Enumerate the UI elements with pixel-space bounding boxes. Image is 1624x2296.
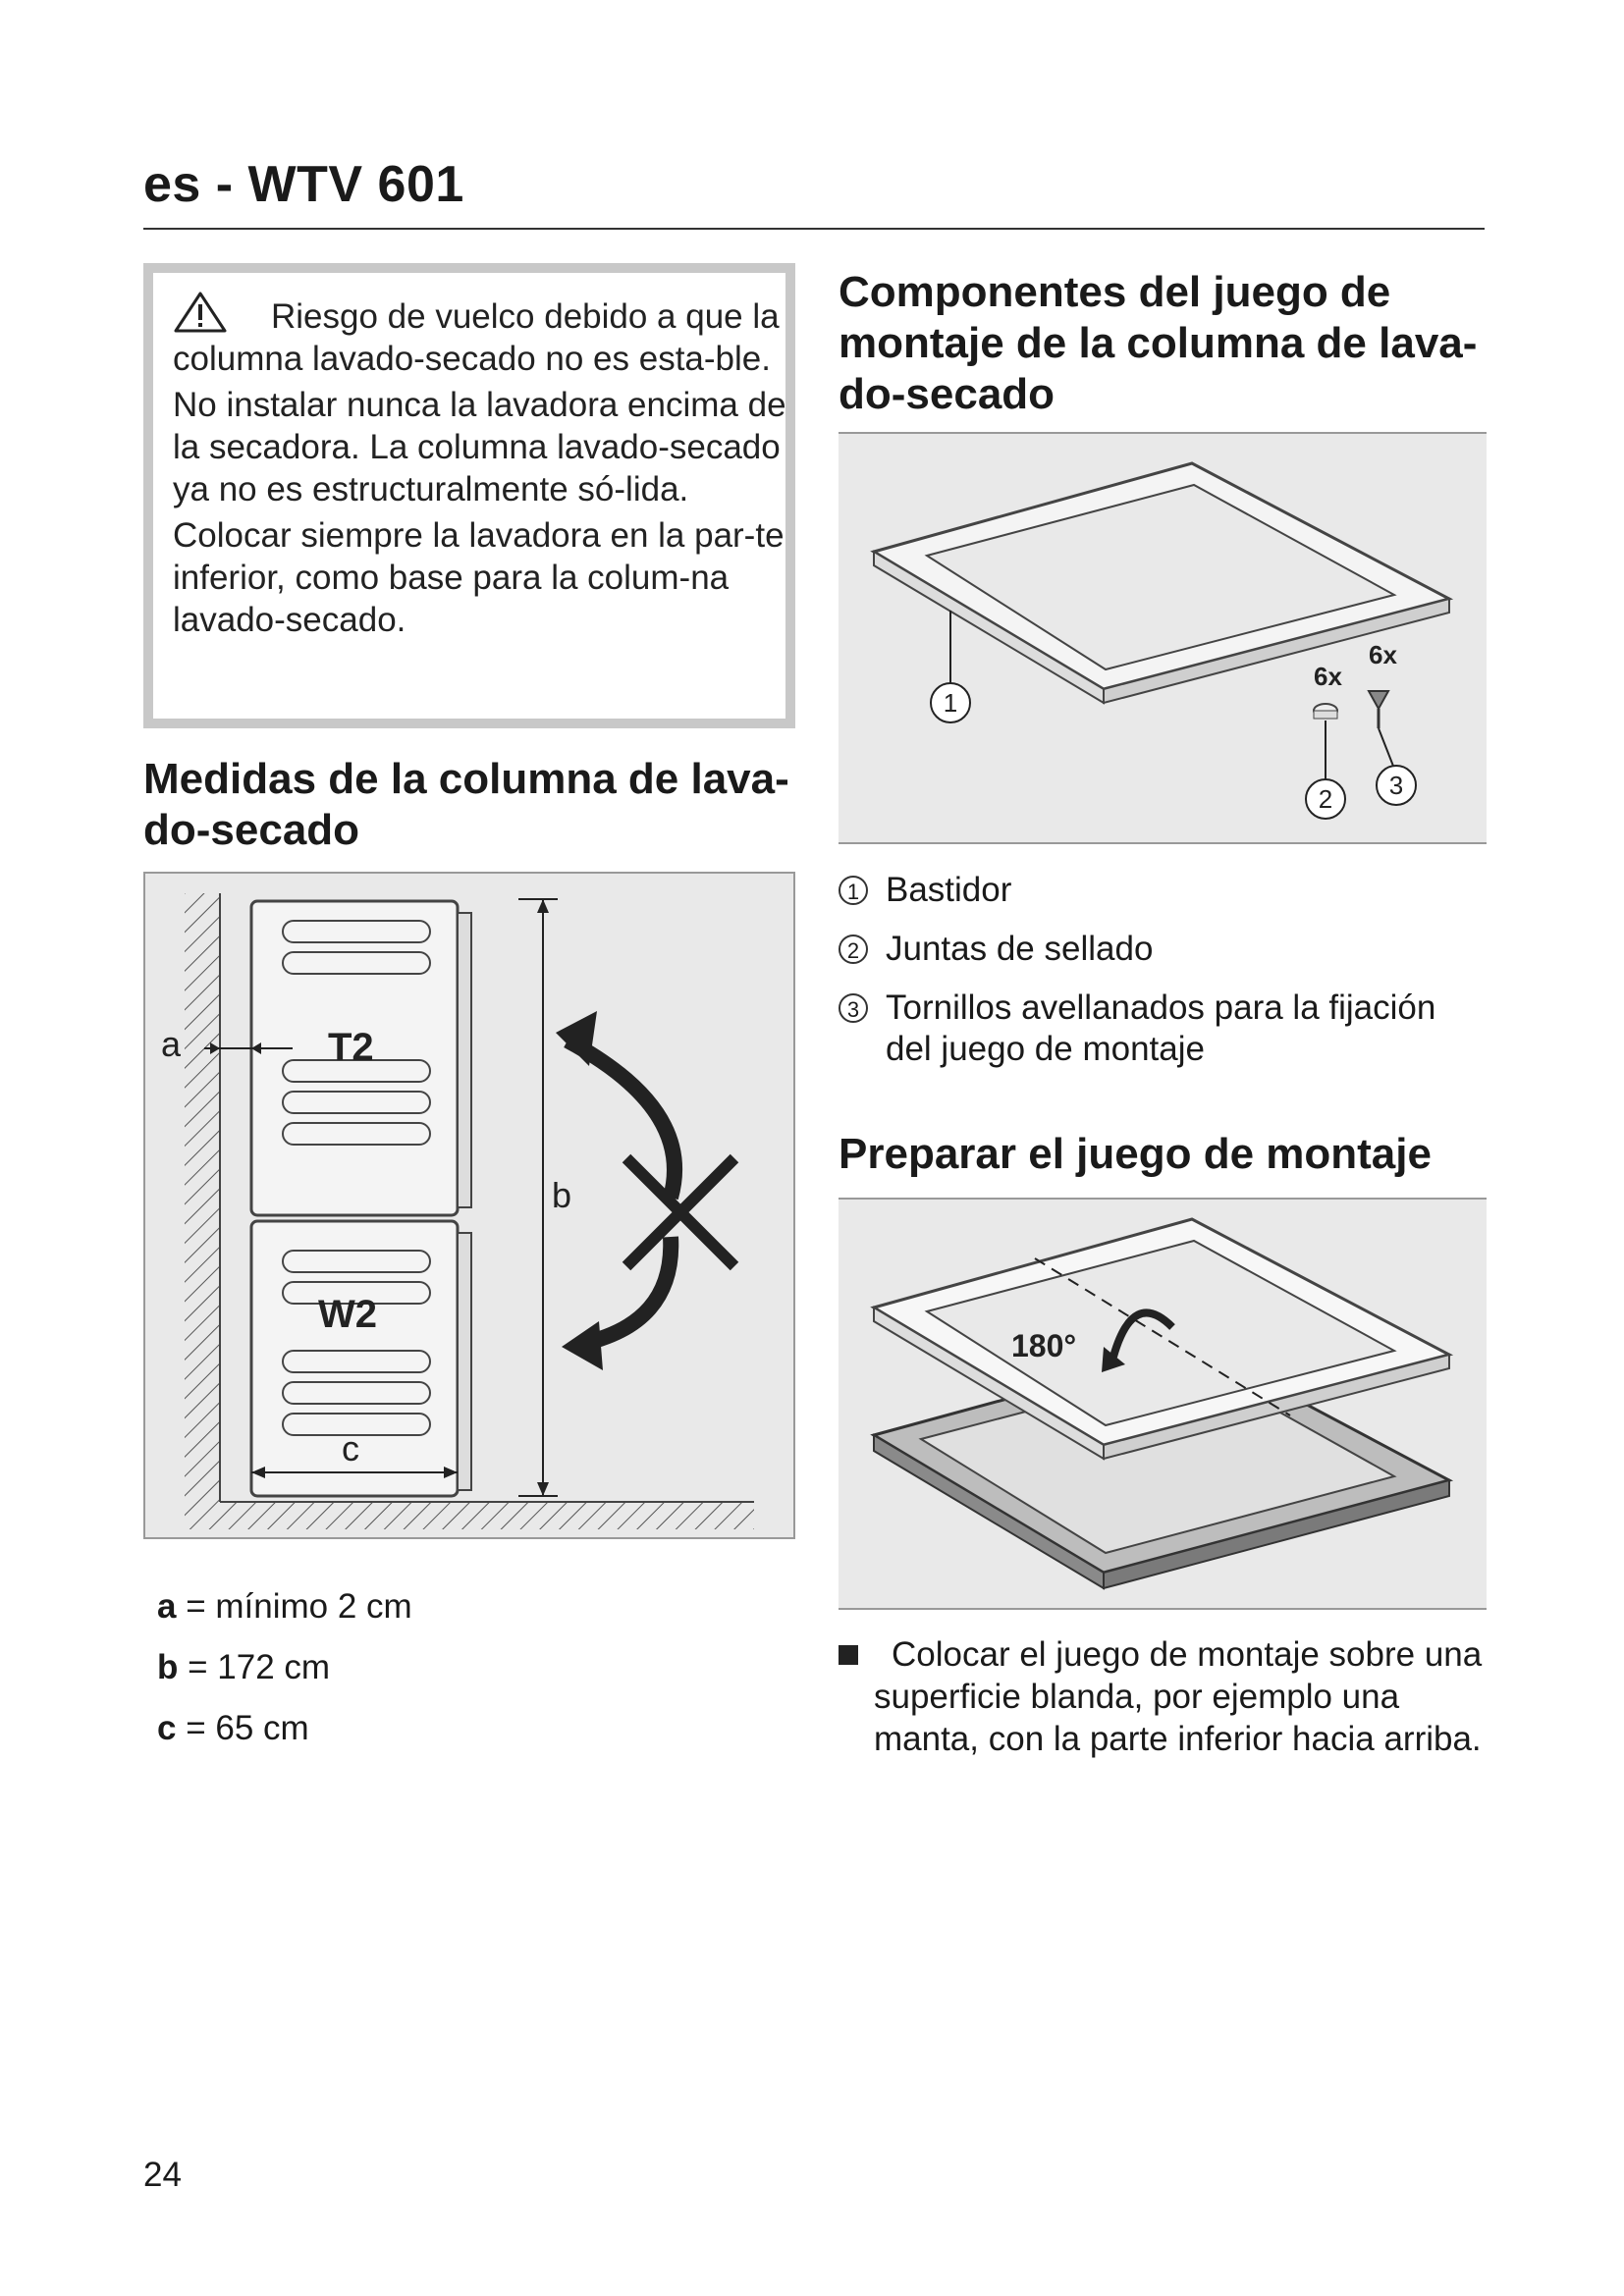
rotation-label: 180° xyxy=(1011,1328,1077,1363)
dimension-a-label: a xyxy=(161,1024,182,1064)
callout-2: 2 xyxy=(1318,784,1333,814)
dimension-c-label: c xyxy=(342,1428,359,1468)
stack-dimensions-illustration xyxy=(145,874,793,1537)
callout-3: 3 xyxy=(1388,771,1404,800)
legend-item-1: 1 Bastidor xyxy=(839,870,1487,911)
componentes-heading: Componentes del juego de montaje de la columna de lava-do-secado xyxy=(839,268,1478,418)
dryer-label: T2 xyxy=(328,1026,374,1069)
screw-qty-label: 6x xyxy=(1369,640,1397,669)
instruction-bullet xyxy=(839,1633,1487,1760)
kit-preparation-illustration xyxy=(839,1200,1487,1608)
dimension-a: a = mínimo 2 cm xyxy=(157,1587,412,1626)
seal-qty-label: 6x xyxy=(1314,662,1342,691)
warning-triangle-icon xyxy=(173,291,228,334)
legend-item-3: 3 Tornillos avellanados para la fijación del juego de montaje xyxy=(839,988,1487,1070)
washer-label: W2 xyxy=(318,1293,377,1336)
bullet-square-icon xyxy=(839,1645,858,1665)
dimension-b: b = 172 cm xyxy=(157,1648,331,1686)
warning-text xyxy=(173,291,791,645)
dimensions-list xyxy=(157,1576,412,1759)
kit-components-illustration xyxy=(839,434,1487,842)
kit-components-figure xyxy=(839,432,1487,844)
title-divider xyxy=(143,228,1485,230)
instruction-text: Colocar el juego de montaje sobre una superficie blanda, por ejemplo una manta, con la parte inferior hacia arriba. xyxy=(874,1635,1483,1758)
warning-paragraph-1: Riesgo de vuelco debido a que la columna lavado-secado no es esta-ble. xyxy=(173,291,791,380)
dimension-b-label: b xyxy=(552,1175,572,1215)
dimension-c: c = 65 cm xyxy=(157,1709,309,1747)
warning-paragraph-3: Colocar siempre la lavadora en la par-te inferior, como base para la colum-na lavado-secado. xyxy=(173,516,785,639)
warning-box xyxy=(143,263,795,728)
stack-dimensions-figure xyxy=(143,872,795,1539)
medidas-heading: Medidas de la columna de lava-do-secado xyxy=(143,755,789,854)
components-legend xyxy=(839,870,1487,1088)
page-number: 24 xyxy=(143,2156,182,2194)
warning-paragraph-2: No instalar nunca la lavadora encima de la secadora. La columna lavado-secado ya no es estructuralmente só-lida. xyxy=(173,386,786,508)
preparar-heading: Preparar el juego de montaje xyxy=(839,1130,1432,1178)
callout-1: 1 xyxy=(943,688,958,718)
legend-item-2: 2 Juntas de sellado xyxy=(839,929,1487,970)
page-title: es - WTV 601 xyxy=(143,156,464,213)
kit-preparation-figure xyxy=(839,1198,1487,1610)
